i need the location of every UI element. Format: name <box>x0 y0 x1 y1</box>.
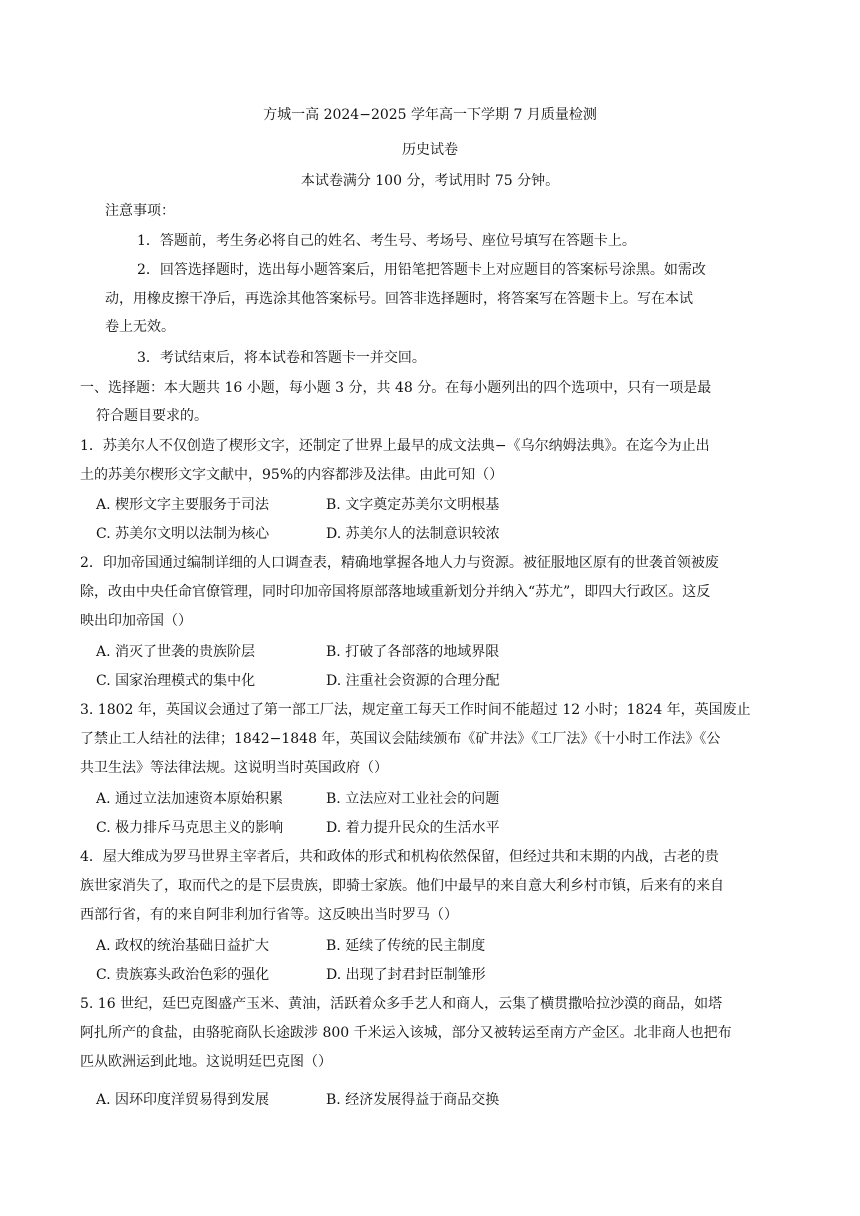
note-item-3: 3．考试结束后，将本试卷和答题卡一并交回。 <box>137 350 426 366</box>
section-heading-line-1: 一、选择题：本大题共 16 小题，每小题 3 分，共 48 分。在每小题列出的四个选项中，只有一项是最 <box>80 380 712 396</box>
question-2-line-1: 2．印加帝国通过编制详细的人口调查表，精确地掌握各地人力与资源。被征服地区原有的世袭首领被废 <box>80 555 719 571</box>
question-1-option-d: D. 苏美尔人的法制意识较浓 <box>326 526 500 542</box>
exam-info: 本试卷满分 100 分，考试用时 75 分钟。 <box>300 173 560 189</box>
question-4-option-a: A. 政权的统治基础日益扩大 <box>96 938 270 954</box>
question-3-line-2: 了禁止工人结社的法律；1842−1848 年，英国议会陆续颁布《矿井法》《工厂法》《十小时工作法》《公 <box>80 731 721 747</box>
question-1-option-b: B. 文字奠定苏美尔文明根基 <box>326 497 500 513</box>
question-4-line-3: 西部行省，有的来自阿非利加行省等。这反映出当时罗马（） <box>80 907 458 923</box>
question-1-option-c: C. 苏美尔文明以法制为核心 <box>96 526 270 542</box>
question-4-option-d: D. 出现了封君封臣制雏形 <box>326 967 486 983</box>
question-3-line-1: 3. 1802 年，英国议会通过了第一部工厂法，规定童工每天工作时间不能超过 12 小时；1824 年，英国废止 <box>80 702 751 718</box>
question-3-option-d: D. 着力提升民众的生活水平 <box>326 820 500 836</box>
note-item-2-line-1: 2．回答选择题时，选出每小题答案后，用铅笔把答题卡上对应题目的答案标号涂黑。如需改 <box>137 262 706 278</box>
exam-title: 方城一高 2024−2025 学年高一下学期 7 月质量检测 <box>263 107 597 123</box>
note-item-2-line-3: 卷上无效。 <box>105 319 175 335</box>
question-1-option-a: A. 楔形文字主要服务于司法 <box>96 497 270 513</box>
question-5-line-3: 匹从欧洲运到此地。这说明廷巴克图（） <box>80 1054 332 1070</box>
question-2-option-d: D. 注重社会资源的合理分配 <box>326 673 500 689</box>
notes-heading: 注意事项： <box>105 203 175 219</box>
question-5-option-b: B. 经济发展得益于商品交换 <box>326 1092 500 1108</box>
question-4-line-2: 族世家消失了，取而代之的是下层贵族，即骑士家族。他们中最早的来自意大利乡村市镇，后来有的来自 <box>80 878 724 894</box>
question-4-line-1: 4．屋大维成为罗马世界主宰者后，共和政体的形式和机构依然保留，但经过共和末期的内战，古老的贵 <box>80 849 719 865</box>
note-item-1: 1．答题前，考生务必将自己的姓名、考生号、考场号、座位号填写在答题卡上。 <box>137 233 636 249</box>
question-1-line-2: 土的苏美尔楔形文字文献中，95%的内容都涉及法律。由此可知（） <box>80 467 504 483</box>
question-2-option-a: A. 消灭了世袭的贵族阶层 <box>96 644 256 660</box>
question-4-option-b: B. 延续了传统的民主制度 <box>326 938 486 954</box>
question-3-option-a: A. 通过立法加速资本原始积累 <box>96 791 284 807</box>
exam-subject: 历史试卷 <box>402 142 458 158</box>
question-3-line-3: 共卫生法》等法律法规。这说明当时英国政府（） <box>80 760 388 776</box>
note-item-2-line-2: 动，用橡皮擦干净后，再选涂其他答案标号。回答非选择题时，将答案写在答题卡上。写在本试 <box>105 291 693 307</box>
question-4-option-c: C. 贵族寡头政治色彩的强化 <box>96 967 270 983</box>
question-1-line-1: 1．苏美尔人不仅创造了楔形文字，还制定了世界上最早的成文法典−《乌尔纳姆法典》。在迄今为止出 <box>80 438 710 454</box>
question-5-line-1: 5. 16 世纪，廷巴克图盛产玉米、黄油，活跃着众多手艺人和商人，云集了横贯撒哈拉沙漠的商品，如塔 <box>80 996 723 1012</box>
question-5-option-a: A. 因环印度洋贸易得到发展 <box>96 1092 270 1108</box>
question-2-option-b: B. 打破了各部落的地域界限 <box>326 644 500 660</box>
question-2-option-c: C. 国家治理模式的集中化 <box>96 673 256 689</box>
question-3-option-b: B. 立法应对工业社会的问题 <box>326 791 500 807</box>
question-2-line-2: 除，改由中央任命官僚管理，同时印加帝国将原部落地域重新划分并纳入“苏尤”，即四大行政区。这反 <box>80 584 711 600</box>
question-2-line-3: 映出印加帝国（） <box>80 613 192 629</box>
question-3-option-c: C. 极力排斥马克思主义的影响 <box>96 820 284 836</box>
section-heading-line-2: 符合题目要求的。 <box>96 408 208 424</box>
question-5-line-2: 阿扎所产的食盐，由骆驼商队长途跋涉 800 千米运入该城，部分又被转运至南方产金区。北非商人也把布 <box>80 1025 732 1041</box>
